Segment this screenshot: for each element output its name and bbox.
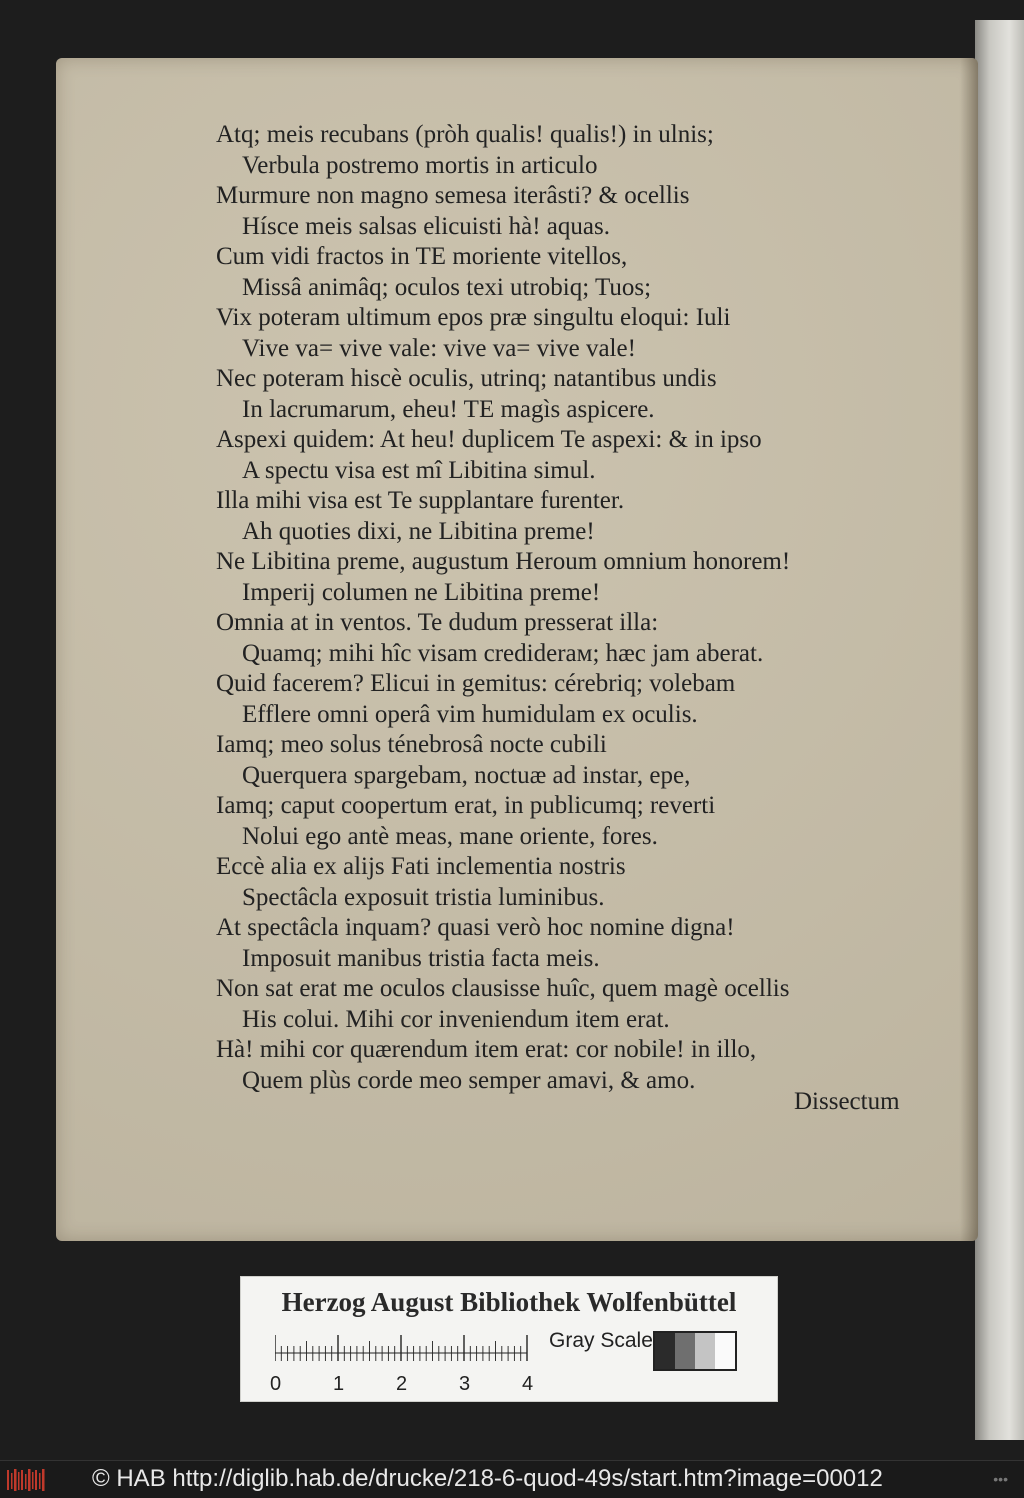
poem-line: Vive va= vive vale: vive va= vive vale! [242, 334, 636, 362]
poem-line: A spectu visa est mî Libitina simul. [242, 456, 596, 484]
measurement-ruler [275, 1333, 533, 1373]
poem-line: Quid facerem? Elicui in gemitus: cérebriq; volebam [216, 670, 736, 697]
poem-line: Vix poteram ultimum epos præ singultu eloqui: Iuli [216, 304, 731, 331]
gray-swatch [695, 1333, 715, 1369]
ruler-number: 4 [522, 1373, 534, 1395]
gray-swatch [715, 1333, 735, 1369]
poem-line: Imposuit manibus tristia facta meis. [242, 944, 600, 972]
library-label-card [240, 1276, 778, 1402]
poem-line: Spectâcla exposuit tristia luminibus. [242, 883, 605, 911]
poem-line: Quamq; mihi hîc visam crediderам; hæc jam aberat. [242, 639, 764, 667]
facing-page-edge [975, 20, 1024, 1440]
poem-line: Non sat erat me oculos clausisse huîc, quem magè ocellis [216, 975, 790, 1002]
ruler-number: 3 [459, 1373, 471, 1395]
poem-line: Omnia at in ventos. Te dudum presserat illa: [216, 609, 659, 636]
gutter-shadow [960, 58, 978, 1241]
catchword: Dissectum [794, 1088, 900, 1115]
poem-line: Nec poteram hiscè oculis, utrinq; natantibus undis [216, 365, 717, 392]
footer-bar [0, 1460, 1024, 1498]
poem-line: Imperij columen ne Libitina preme! [242, 578, 601, 606]
poem-line: Missâ animâq; oculos texi utrobiq; Tuos; [242, 273, 652, 301]
poem-line: Hà! mihi cor quærendum item erat: cor nobile! in illo, [216, 1036, 757, 1063]
gray-swatch [675, 1333, 695, 1369]
gray-scale-label: Gray Scale [549, 1329, 653, 1352]
poem-line: Eccè alia ex alijs Fati inclementia nostris [216, 853, 626, 880]
poem-line: Hísce meis salsas elicuisti hà! aquas. [242, 212, 610, 240]
poem-text [216, 120, 936, 1096]
ruler-number: 0 [270, 1373, 282, 1395]
poem-line: Atq; meis recubans (pròh qualis! qualis!) in ulnis; [216, 121, 714, 148]
poem-line: In lacrumarum, eheu! TE magìs aspicere. [242, 395, 655, 423]
poem-line: Querquera spargebam, noctuæ ad instar, epe, [242, 761, 691, 789]
poem-line: Illa mihi visa est Te supplantare furenter. [216, 487, 625, 514]
poem-line: His colui. Mihi cor inveniendum item erat. [242, 1005, 670, 1033]
copyright-url[interactable]: © HAB http://diglib.hab.de/drucke/218-6-quod-49s/start.htm?image=00012 [92, 1465, 883, 1492]
gray-swatch [655, 1333, 675, 1369]
hab-barcode-icon [6, 1467, 48, 1493]
ruler-number: 2 [396, 1373, 408, 1395]
poem-line: Efflere omni operâ vim humidulam ex oculis. [242, 700, 698, 728]
poem-line: At spectâcla inquam? quasi verò hoc nomine digna! [216, 914, 735, 941]
poem-line: Quem plùs corde meo semper amavi, & amo. [242, 1066, 696, 1094]
poem-line: Ne Libitina preme, augustum Heroum omnium honorem! [216, 548, 791, 575]
library-name: Herzog August Bibliothek Wolfenbüttel [281, 1287, 737, 1317]
footer-dots: ••• [993, 1471, 1008, 1487]
poem-line: Iamq; caput coopertum erat, in publicumq; reverti [216, 792, 716, 819]
book-page [56, 58, 978, 1241]
poem-line: Aspexi quidem: At heu! duplicem Te aspexi: & in ipso [216, 426, 762, 453]
poem-line: Cum vidi fractos in TE moriente vitellos, [216, 243, 628, 270]
gray-scale-swatches [653, 1331, 737, 1371]
poem-line: Nolui ego antè meas, mane oriente, fores. [242, 822, 658, 850]
poem-line: Murmure non magno semesa iterâsti? & ocellis [216, 182, 690, 209]
poem-line: Iamq; meo solus ténebrosâ nocte cubili [216, 731, 607, 758]
ruler-number: 1 [333, 1373, 345, 1395]
poem-line: Ah quoties dixi, ne Libitina preme! [242, 517, 595, 545]
poem-line: Verbula postremo mortis in articulo [242, 151, 598, 179]
